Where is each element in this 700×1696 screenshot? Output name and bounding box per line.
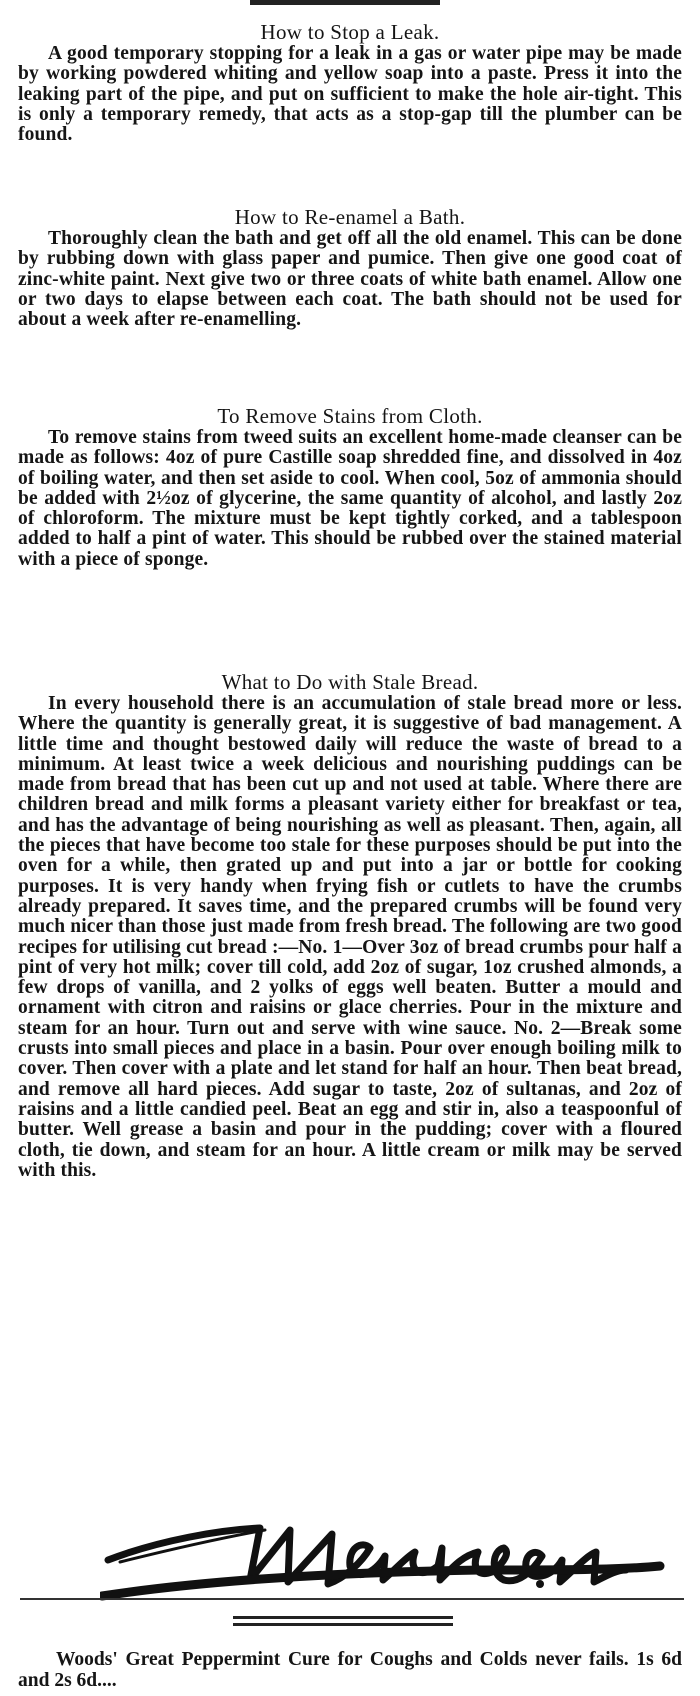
double-rule-top xyxy=(233,1616,453,1619)
section-divider xyxy=(20,1598,684,1600)
double-rule-bottom xyxy=(233,1623,453,1626)
top-rule xyxy=(250,0,440,5)
maureen-signature xyxy=(100,1500,690,1610)
section-title: To Remove Stains from Cloth. xyxy=(217,404,483,428)
section-body: To remove stains from tweed suits an excellent home-made cleanser can be made as follows: 4oz of pure Castille soap shredded fine, and dissolved in 4oz of boiling water, and then set aside to cool. When cool, 5oz of ammonia should be added with 2½oz of glycerine, the same quantity of alcohol, and lastly 2oz of chloroform. The mixture must be kept tightly corked, and a tablespoon added to half a pint of water. This should be rubbed over the stained material with a piece of sponge. xyxy=(18,427,682,570)
section-stop-leak xyxy=(18,20,682,151)
section-body: A good temporary stopping for a leak in a gas or water pipe may be made by working powdered whiting and yellow soap into a paste. Press it into the leaking part of the pipe, and put on sufficient to make the hole air-tight. This is only a temporary remedy, that acts as a stop-gap till the plumber can be found. xyxy=(18,43,682,146)
section-title: How to Re-enamel a Bath. xyxy=(234,205,466,229)
section-remove-stains xyxy=(18,404,682,576)
section-title: What to Do with Stale Bread. xyxy=(221,670,479,694)
section-stale-bread xyxy=(18,670,682,1187)
section-re-enamel-bath xyxy=(18,205,682,336)
section-body: Thoroughly clean the bath and get off all the old enamel. This can be done by rubbing down with glass paper and pumice. Then give one good coat of zinc-white paint. Next give two or three coats of white bath enamel. Allow one or two days to elapse between each coat. The bath should not be used for about a week after re-enamelling. xyxy=(18,228,682,331)
section-body: In every household there is an accumulation of stale bread more or less. Where the quantity is generally great, it is suggestive of bad management. A little time and thought bestowed daily will reduce the waste of bread to a minimum. At least twice a week delicious and nourishing puddings can be made from bread that has been cut up and not used at table. Where there are children bread and milk forms a pleasant variety either for breakfast or tea, and has the advantage of being nourishing as well as pleasant. Then, again, all the pieces that have become too stale for these purposes should be put into the oven for a while, then grated up and put into a jar or bottle for cooking purposes. It is very handy when frying fish or cutlets to have the crumbs already prepared. It saves time, and the prepared crumbs will be found very much nicer than those just made from fresh bread. The following are two good recipes for utilising cut bread :—No. 1—Over 3oz of bread crumbs pour half a pint of very hot milk; cover till cold, add 2oz of sugar, 1oz crushed almonds, a few drops of vanilla, and 2 yolks of eggs well beaten. Butter a mould and ornament with citron and raisins or glace cherries. Pour in the mixture and steam for an hour. Turn out and serve with wine sauce. No. 2—Break some crusts into small pieces and place in a basin. Pour over enough boiling milk to cover. Then cover with a plate and let stand for half an hour. Then beat bread, and remove all hard pieces. Add sugar to taste, 2oz of sultanas, and 2oz of raisins and a little candied peel. Beat an egg and stir in, also a teaspoonful of butter. Well grease a basin and pour in the pudding; cover with a floured cloth, tie down, and steam for an hour. A little cream or milk may be served with this. xyxy=(18,693,682,1181)
peppermint-cure-advertisement: Woods' Great Peppermint Cure for Coughs and Colds never fails. 1s 6d and 2s 6d.... xyxy=(18,1649,682,1691)
section-title: How to Stop a Leak. xyxy=(260,20,440,44)
